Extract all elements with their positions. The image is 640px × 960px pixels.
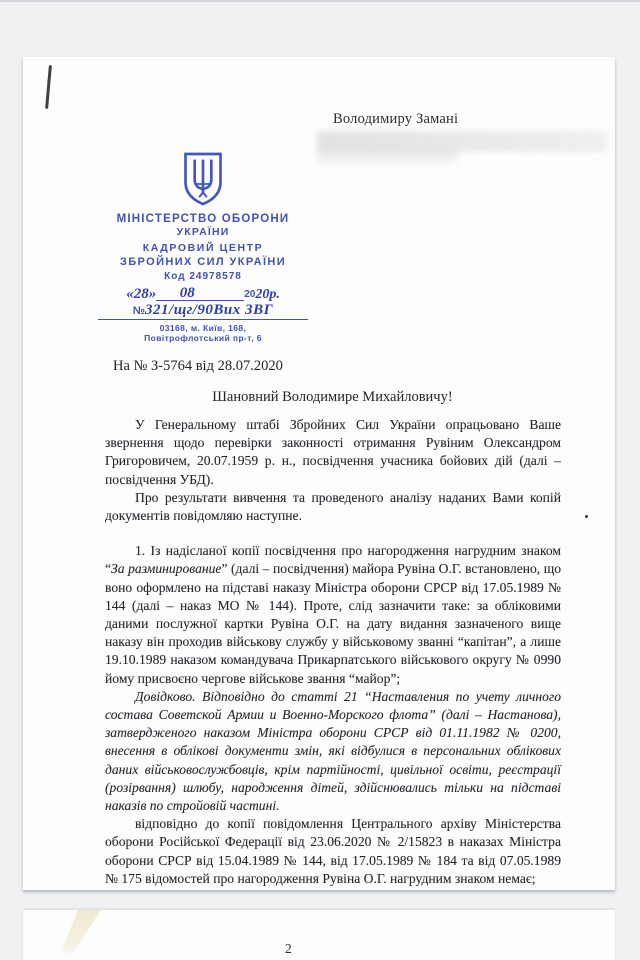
salutation-line: Шановний Володимире Михайловичу! [212,389,453,405]
reference-number-line: На № З-5764 від 28.07.2020 [113,358,283,374]
stamp-date-year-printed: 20 [244,289,256,300]
addressee-line: Володимиру Замані [333,111,459,127]
stamp-org-line-3: КАДРОВИЙ ЦЕНТР [142,242,264,254]
redacted-text-blur-small [317,149,457,162]
stamp-handwritten-date [78,286,328,301]
stamp-date-year-written: 20р. [255,287,280,302]
letter-paragraph: У Генеральному штабі Збройних Сил України опрацьовано Ваше звернення щодо перевірки законності отримання Рувіним Олександром Григоровичем, 20.07.1959 р. н., посвідчення учасника бойових дій (далі – посвідчення УБД). [105,417,561,487]
scan-dot-artifact [585,515,588,518]
ukraine-trident-emblem-icon [178,151,228,207]
stamp-org-line-2: УКРАЇНИ [176,226,230,238]
letter-paragraph: Довідково. Відповідно до статті 21 “Наставления по учету личного состава Советской Армии и Военно-Морского флота” (далі – Настанова), затвердженого наказом Міністра оборони СРСР від 01.11.1982 № 0200, внесення в облікові документи змін, які відбулися в персональних облікових даних військовослужбовців, крім партійності, цивільної освіти, реєстрації (розірвання) шлюбу, народження дітей, здійснювались тільки на підставі наказів по стройовій частині. [105,688,561,814]
viewer-top-edge [0,0,640,2]
page-number: 2 [285,941,292,956]
stamp-address-line-1: 03168, м. Київ, 168, [159,323,247,333]
stamp-org-line-1: МІНІСТЕРСТВО ОБОРОНИ [116,213,290,225]
stamp-code-line: Код 24978578 [164,271,242,282]
letter-paragraph: 1. Із надісланої копії посвідчення про нагородження нагрудним знаком “За разминирование” (далі – посвідчення) майора Рувіна О.Г. встановлено, що воно оформлено на підставі наказу Міністра оборони СРСР від 17.05.1989 № 144 (далі – наказ МО № 144). Проте, слід зазначити таке: за обліковими даними послужної картки Рувіна О.Г. на дату видання зазначеного вище наказу він проходив військову службу у військовому званні “капітан”, а лише 19.10.1989 наказом командувача Прикарпатського військового округу № 0990 йому присвоєно чергове військове звання “майор”; [105,543,561,686]
scanned-letter-page-2 [23,910,615,960]
letter-paragraph: відповідно до копії повідомлення Центрального архіву Міністерства оборони Російської Федерації від 23.06.2020 № 2/15823 в наказах Міністра оборони СРСР від 15.04.1989 № 144, від 17.05.1989 № 184 та від 07.05.1989 № 175 відомостей про нагородження Рувіна О.Г. нагрудним знаком немає; [105,816,561,886]
stamp-handwritten-number [98,303,308,320]
ministry-corner-stamp [78,151,328,343]
letter-body [105,416,561,888]
stamp-date-month: 08 [156,286,218,301]
letter-paragraph: Про результати вивчення та проведеного аналізу наданих Вами копій документів повідомляю наступне. [105,489,561,524]
scanned-letter-page-1 [23,57,615,890]
stamp-date-underline [218,300,244,301]
stamp-date-day: «28» [126,286,157,302]
stamp-org-line-4: ЗБРОЙНИХ СИЛ УКРАЇНИ [119,256,287,268]
stamp-number-value: 321/щг/90Вих ЗВГ [145,302,274,318]
stamp-address [78,323,328,343]
stamp-address-line-2: Повітрофлотський пр-т, 6 [144,333,262,343]
handwritten-pen-stroke [45,65,52,109]
paper-corner-artifact [53,910,105,960]
stamp-number-prefix: № [132,305,146,317]
